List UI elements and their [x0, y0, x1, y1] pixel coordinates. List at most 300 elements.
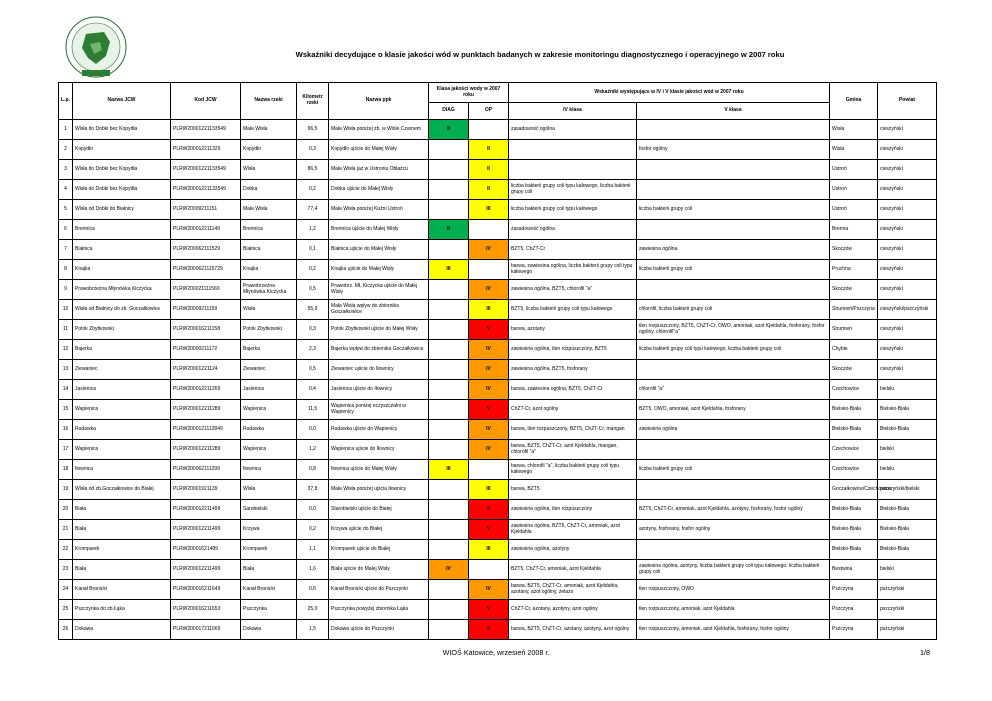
- cell-jcw: Białnica: [73, 240, 171, 260]
- cell-jcw: Wisła do Dobki bez Kopydła: [73, 120, 171, 140]
- cell-lp: 18: [59, 460, 73, 480]
- cell-kod: PLRW2000621115729: [171, 260, 241, 280]
- cell-op: IV: [469, 280, 509, 300]
- col-iv: IV klasa: [509, 103, 637, 120]
- cell-diag: [429, 240, 469, 260]
- cell-iv: barwa, azotany: [509, 320, 637, 340]
- cell-km: 1,2: [297, 440, 329, 460]
- cell-powiat: Bielsko-Biała: [878, 400, 937, 420]
- cell-op: [469, 120, 509, 140]
- cell-km: 0,5: [297, 280, 329, 300]
- cell-kod: PLRW20001921139: [171, 480, 241, 500]
- cell-ppk: Wapienica ujście do Iłownicy: [329, 440, 429, 460]
- table-row: [59, 120, 937, 140]
- cell-iv: barwa, tlen rozpuszczony, BZT5, ChZT-Cr, mangan: [509, 420, 637, 440]
- cell-km: 25,0: [297, 600, 329, 620]
- cell-lp: 17: [59, 440, 73, 460]
- col-wskazniki-group: Wskaźniki występujące w IV i V klasie jakości wód w 2007 roku: [509, 83, 830, 103]
- cell-v: [637, 120, 830, 140]
- cell-v: azotyny, fosforany, fosfor ogólny: [637, 520, 830, 540]
- cell-rzeka: Rudawka: [241, 420, 297, 440]
- cell-v: zawiesina ogólna: [637, 420, 830, 440]
- cell-op: IV: [469, 420, 509, 440]
- cell-powiat: cieszyński: [878, 280, 937, 300]
- cell-lp: 15: [59, 400, 73, 420]
- cell-powiat: cieszyński/pszczyński: [878, 300, 937, 320]
- table-row: [59, 480, 937, 500]
- cell-op: II: [469, 180, 509, 200]
- cell-rzeka: Sarobielski: [241, 500, 297, 520]
- wios-logo: [60, 14, 132, 80]
- cell-v: BZT5, ChZT-Cr, amoniak, azot Kjeldahla, azotyny, fosforany, fosfor ogólny: [637, 500, 830, 520]
- cell-rzeka: Krzywa: [241, 520, 297, 540]
- cell-rzeka: Mała Wisła: [241, 200, 297, 220]
- cell-ppk: Biała ujście do Małej Wisły: [329, 560, 429, 580]
- cell-iv: barwa, zawiesina ogólna, liczba bakterii grupy coli typu kałowego: [509, 260, 637, 280]
- cell-kod: PLRW200062111299: [171, 460, 241, 480]
- cell-jcw: Kromparek: [73, 540, 171, 560]
- cell-op: III: [469, 300, 509, 320]
- cell-ppk: Pszczynka powyżej zbiornika Łąka: [329, 600, 429, 620]
- cell-rzeka: Biała: [241, 560, 297, 580]
- table-row: [59, 340, 937, 360]
- cell-iv: zawiesina ogólna, tlen rozpuszczony, BZT5: [509, 340, 637, 360]
- cell-km: 0,2: [297, 520, 329, 540]
- cell-diag: [429, 340, 469, 360]
- cell-op: V: [469, 500, 509, 520]
- cell-jcw: Pszczynka do zb.Łąka: [73, 600, 171, 620]
- cell-op: IV: [469, 440, 509, 460]
- cell-gmina: Ustroń: [830, 200, 878, 220]
- cell-rzeka: Jasienica: [241, 380, 297, 400]
- cell-iv: zasadowość ogólna: [509, 220, 637, 240]
- cell-km: 0,2: [297, 180, 329, 200]
- cell-powiat: cieszyński: [878, 160, 937, 180]
- cell-rzeka: Białnica: [241, 240, 297, 260]
- cell-rzeka: Pszczynka: [241, 600, 297, 620]
- cell-rzeka: Wapienica: [241, 400, 297, 420]
- cell-kod: PLRW20001221133549: [171, 120, 241, 140]
- cell-km: 0,0: [297, 500, 329, 520]
- cell-ppk: Iłownica ujście do Małej Wisły: [329, 460, 429, 480]
- cell-jcw: Potok Zbytkowski: [73, 320, 171, 340]
- cell-powiat: bielski: [878, 440, 937, 460]
- cell-rzeka: Brennica: [241, 220, 297, 240]
- cell-lp: 20: [59, 500, 73, 520]
- cell-gmina: Ustroń: [830, 180, 878, 200]
- cell-iv: BZT5, liczba bakterii grupy coli typu kałowego: [509, 300, 637, 320]
- table-row: [59, 500, 937, 520]
- table-row: [59, 200, 937, 220]
- cell-lp: 9: [59, 280, 73, 300]
- cell-ppk: Krzywa ujście do Białej: [329, 520, 429, 540]
- col-ppk: Nazwa ppk: [329, 83, 429, 120]
- cell-diag: [429, 600, 469, 620]
- cell-km: 2,3: [297, 340, 329, 360]
- cell-lp: 6: [59, 220, 73, 240]
- table-row: [59, 440, 937, 460]
- cell-diag: [429, 280, 469, 300]
- cell-km: 0,1: [297, 240, 329, 260]
- table-row: [59, 140, 937, 160]
- cell-gmina: Czechowice: [830, 440, 878, 460]
- cell-lp: 22: [59, 540, 73, 560]
- cell-v: liczba bakterii grupy coli: [637, 200, 830, 220]
- cell-diag: [429, 160, 469, 180]
- cell-gmina: Bielsko-Biała: [830, 420, 878, 440]
- cell-powiat: cieszyński: [878, 140, 937, 160]
- cell-lp: 16: [59, 420, 73, 440]
- cell-diag: [429, 520, 469, 540]
- cell-gmina: Strumień: [830, 320, 878, 340]
- cell-jcw: Prawobrzeżna Młynówka Kiczycka: [73, 280, 171, 300]
- cell-jcw: Wisła od Dobki do Białnicy: [73, 200, 171, 220]
- table-row: [59, 220, 937, 240]
- cell-diag: [429, 540, 469, 560]
- cell-v: BZT5, OWO, amoniak, azot Kjeldahla, fosforany: [637, 400, 830, 420]
- cell-ppk: Ziewaniec ujście do Iłownicy: [329, 360, 429, 380]
- cell-iv: barwa, chlorofil "a", liczba bakterii grupy coli typu kałowego: [509, 460, 637, 480]
- cell-kod: PLRW200012211499: [171, 520, 241, 540]
- cell-lp: 19: [59, 480, 73, 500]
- cell-powiat: cieszyński: [878, 240, 937, 260]
- cell-iv: barwa, BZT5: [509, 480, 637, 500]
- cell-powiat: Bielsko-Biała: [878, 540, 937, 560]
- cell-v: tlen rozpuszczony, amoniak, azot Kjeldahla: [637, 600, 830, 620]
- cell-ppk: Mała Wisła poniżej Kuźni Ustroń: [329, 200, 429, 220]
- cell-ppk: Rudawka ujście do Wapienicy: [329, 420, 429, 440]
- cell-ppk: Bajerka wpływ do zbiornika Goczałkowice: [329, 340, 429, 360]
- col-km: Kilometr rzeki: [297, 83, 329, 120]
- cell-rzeka: Potok Zbytkowski: [241, 320, 297, 340]
- cell-lp: 7: [59, 240, 73, 260]
- cell-km: 0,3: [297, 140, 329, 160]
- cell-op: V: [469, 600, 509, 620]
- cell-op: V: [469, 320, 509, 340]
- cell-kod: PLRW200012211149: [171, 220, 241, 240]
- cell-powiat: cieszyński: [878, 360, 937, 380]
- cell-ppk: Mała Wisła wpływ do zbiornika Goczałkowice: [329, 300, 429, 320]
- cell-rzeka: Dobka: [241, 180, 297, 200]
- cell-kod: PLRW20009211159: [171, 300, 241, 320]
- cell-rzeka: Mała Wisła: [241, 120, 297, 140]
- cell-iv: BZT5, ChZT-Cr: [509, 240, 637, 260]
- cell-gmina: Skoczów: [830, 280, 878, 300]
- cell-gmina: Pruchna: [830, 260, 878, 280]
- cell-powiat: Bielsko-Biała: [878, 420, 937, 440]
- cell-rzeka: Bajerka: [241, 340, 297, 360]
- cell-iv: [509, 160, 637, 180]
- cell-op: [469, 260, 509, 280]
- cell-powiat: bielski: [878, 380, 937, 400]
- cell-gmina: Strumień/Pszczyna: [830, 300, 878, 320]
- cell-jcw: Jasienica: [73, 380, 171, 400]
- cell-gmina: Pszczyna: [830, 600, 878, 620]
- cell-iv: ChZT-Cr, azot ogólny: [509, 400, 637, 420]
- cell-op: V: [469, 400, 509, 420]
- cell-op: III: [469, 480, 509, 500]
- table-row: [59, 240, 937, 260]
- cell-gmina: Wisła: [830, 120, 878, 140]
- table-row: [59, 300, 937, 320]
- cell-diag: [429, 620, 469, 640]
- cell-diag: III: [429, 460, 469, 480]
- cell-kod: PLRW20000211172: [171, 340, 241, 360]
- cell-v: [637, 440, 830, 460]
- col-lp: L.p.: [59, 83, 73, 120]
- cell-diag: [429, 140, 469, 160]
- cell-gmina: Pszczyna: [830, 580, 878, 600]
- cell-iv: zawiesina ogólna, tlen rozpuszczony: [509, 500, 637, 520]
- cell-powiat: cieszyński: [878, 260, 937, 280]
- footer-text: WIOŚ Katowice, wrzesień 2008 r.: [442, 648, 550, 657]
- cell-lp: 4: [59, 180, 73, 200]
- cell-diag: [429, 320, 469, 340]
- table-row: [59, 380, 937, 400]
- cell-op: II: [469, 140, 509, 160]
- col-op: OP: [469, 103, 509, 120]
- cell-km: 55,9: [297, 300, 329, 320]
- cell-jcw: Biała: [73, 560, 171, 580]
- cell-gmina: Skoczów: [830, 240, 878, 260]
- cell-lp: 5: [59, 200, 73, 220]
- cell-kod: PLRW20001221133549: [171, 180, 241, 200]
- table-row: [59, 400, 937, 420]
- cell-gmina: Chybie: [830, 340, 878, 360]
- cell-powiat: pszczyński: [878, 600, 937, 620]
- cell-op: IV: [469, 360, 509, 380]
- cell-powiat: cieszyński: [878, 320, 937, 340]
- cell-powiat: bielski: [878, 460, 937, 480]
- cell-rzeka: Ziewaniec: [241, 360, 297, 380]
- col-diag: DIAG: [429, 103, 469, 120]
- cell-jcw: Biała: [73, 520, 171, 540]
- col-gmina: Gmina: [830, 83, 878, 120]
- cell-lp: 26: [59, 620, 73, 640]
- cell-v: [637, 540, 830, 560]
- cell-ppk: Wapienica poniżej oczyszczalni w Wapienicy: [329, 400, 429, 420]
- cell-lp: 24: [59, 580, 73, 600]
- cell-lp: 14: [59, 380, 73, 400]
- cell-km: 86,5: [297, 160, 329, 180]
- page-number: 1/8: [920, 648, 930, 657]
- cell-op: III: [469, 540, 509, 560]
- cell-kod: PLRW200012211499: [171, 500, 241, 520]
- cell-km: 11,5: [297, 400, 329, 420]
- col-klasa-group: Klasa jakości wody w 2007 roku: [429, 83, 509, 103]
- water-quality-table: [58, 82, 937, 640]
- cell-ppk: Kanał Branicki ujście do Pszczynki: [329, 580, 429, 600]
- cell-iv: barwa, BZT5, ChZT-Cr, amoniak, azot Kjeldahla, azotany, azot ogólny, żelazo: [509, 580, 637, 600]
- cell-gmina: Ustroń: [830, 160, 878, 180]
- cell-kod: PLRW20001221133549: [171, 160, 241, 180]
- cell-rzeka: Kromparek: [241, 540, 297, 560]
- cell-ppk: Mała Wisła poniżej ujścia Iłownicy: [329, 480, 429, 500]
- table-row: [59, 180, 937, 200]
- cell-jcw: Wapienica: [73, 400, 171, 420]
- cell-rzeka: Knajka: [241, 260, 297, 280]
- cell-v: chlorofil, liczba bakterii grupy coli: [637, 300, 830, 320]
- cell-km: 1,5: [297, 620, 329, 640]
- cell-op: [469, 560, 509, 580]
- cell-jcw: Wisła do Dobki bez Kopydła: [73, 160, 171, 180]
- cell-iv: zawiesina ogólna, BZT5, fosforany: [509, 360, 637, 380]
- cell-lp: 10: [59, 300, 73, 320]
- cell-kod: PLRW20001221124: [171, 360, 241, 380]
- table-row: [59, 260, 937, 280]
- cell-ppk: Dokawa ujście do Pszczynki: [329, 620, 429, 640]
- cell-lp: 3: [59, 160, 73, 180]
- cell-iv: zawiesina ogólna, BZT5, ChZT-Cr, amoniak, azot Kjeldahla: [509, 520, 637, 540]
- cell-kod: PLRW200012211499: [171, 560, 241, 580]
- cell-jcw: Knajka: [73, 260, 171, 280]
- cell-powiat: Bielsko-Biała: [878, 520, 937, 540]
- cell-iv: barwa, BZT5, ChZT-Cr, azot Kjeldahla, mangan, chlorofil "a": [509, 440, 637, 460]
- cell-ppk: Prawobrz. Mł. Kiczycka ujście do Małej Wisły: [329, 280, 429, 300]
- cell-gmina: Skoczów: [830, 360, 878, 380]
- cell-lp: 13: [59, 360, 73, 380]
- cell-v: liczba bakterii grupy coli: [637, 460, 830, 480]
- cell-diag: II: [429, 120, 469, 140]
- cell-km: 1,6: [297, 560, 329, 580]
- cell-gmina: Bielsko-Biała: [830, 400, 878, 420]
- cell-km: 0,4: [297, 380, 329, 400]
- table-row: [59, 560, 937, 580]
- cell-gmina: Bielsko-Biała: [830, 500, 878, 520]
- cell-rzeka: Wisła: [241, 480, 297, 500]
- cell-iv: barwa, zawiesina ogólna, BZT5, ChZT-Cr: [509, 380, 637, 400]
- cell-jcw: Biała: [73, 500, 171, 520]
- cell-v: tlen rozpuszczony, BZT5, ChZT-Cr, OWO, amoniak, azot Kjeldahla, fosforany, fosfor ogólny, chlorofil"a": [637, 320, 830, 340]
- cell-powiat: cieszyński: [878, 200, 937, 220]
- cell-op: IV: [469, 580, 509, 600]
- cell-diag: [429, 180, 469, 200]
- col-rzeka: Nazwa rzeki: [241, 83, 297, 120]
- cell-jcw: Rudawka: [73, 420, 171, 440]
- cell-ppk: Potok Zbytkowski ujście do Małej Wisły: [329, 320, 429, 340]
- cell-kod: PLRW200012211289: [171, 440, 241, 460]
- cell-lp: 1: [59, 120, 73, 140]
- cell-ppk: Dobka ujście do Małej Wisły: [329, 180, 429, 200]
- cell-iv: zasadowość ogólna: [509, 120, 637, 140]
- cell-jcw: Ziewaniec: [73, 360, 171, 380]
- cell-diag: [429, 360, 469, 380]
- cell-ppk: Knajka ujście do Małej Wisły: [329, 260, 429, 280]
- cell-jcw: Dokawa: [73, 620, 171, 640]
- cell-op: IV: [469, 240, 509, 260]
- cell-kod: PLRW200016211653: [171, 600, 241, 620]
- table-row: [59, 280, 937, 300]
- cell-powiat: cieszyński: [878, 180, 937, 200]
- table-row: [59, 580, 937, 600]
- cell-diag: [429, 500, 469, 520]
- cell-diag: IV: [429, 560, 469, 580]
- cell-jcw: Wapienica: [73, 440, 171, 460]
- cell-gmina: Goczałkowice/Czechowice: [830, 480, 878, 500]
- cell-km: 0,6: [297, 580, 329, 600]
- cell-ppk: Białnica ujście do Małej Wisły: [329, 240, 429, 260]
- table-row: [59, 320, 937, 340]
- cell-op: [469, 460, 509, 480]
- cell-op: III: [469, 200, 509, 220]
- cell-rzeka: Wisła: [241, 300, 297, 320]
- table-row: [59, 520, 937, 540]
- cell-jcw: Wisła od Białnicy do zb. Goczałkowice: [73, 300, 171, 320]
- col-kod: Kod JCW: [171, 83, 241, 120]
- cell-op: V: [469, 520, 509, 540]
- cell-gmina: Bestwina: [830, 560, 878, 580]
- cell-iv: zawiesina ogólna, azotyny: [509, 540, 637, 560]
- cell-gmina: Wisła: [830, 140, 878, 160]
- col-v: V klasa: [637, 103, 830, 120]
- cell-v: [637, 280, 830, 300]
- table-row: [59, 460, 937, 480]
- cell-lp: 23: [59, 560, 73, 580]
- cell-gmina: Bielsko-Biała: [830, 540, 878, 560]
- cell-ppk: Kopydło ujście do Małej Wisły: [329, 140, 429, 160]
- cell-rzeka: Dokawa: [241, 620, 297, 640]
- table-row: [59, 540, 937, 560]
- cell-diag: [429, 400, 469, 420]
- cell-iv: liczba bakterii grupy coli typu kałowego, liczba bakterii grupy coli: [509, 180, 637, 200]
- cell-v: zawiesina ogólna, azotyny, liczba bakterii grupy coli typu kałowego, liczba bakterii grupy coli: [637, 560, 830, 580]
- cell-km: 0,3: [297, 320, 329, 340]
- cell-jcw: Wisła do Dobki bez Kopydła: [73, 180, 171, 200]
- col-jcw: Nazwa JCW: [73, 83, 171, 120]
- cell-kod: PLRW200016211158: [171, 320, 241, 340]
- cell-diag: [429, 440, 469, 460]
- table-row: [59, 600, 937, 620]
- cell-rzeka: Prawobrzeżna Młynówka Kiczycka: [241, 280, 297, 300]
- cell-rzeka: Wisła: [241, 160, 297, 180]
- cell-kod: PLRW20009211151: [171, 200, 241, 220]
- cell-diag: [429, 200, 469, 220]
- cell-diag: [429, 300, 469, 320]
- cell-lp: 21: [59, 520, 73, 540]
- cell-op: II: [469, 160, 509, 180]
- cell-km: 1,2: [297, 220, 329, 240]
- cell-iv: BZT5, ChZT-Cr, amoniak, azot Kjeldahla: [509, 560, 637, 580]
- cell-gmina: Brenna: [830, 220, 878, 240]
- cell-jcw: Kanał Branicki: [73, 580, 171, 600]
- cell-rzeka: Iłownica: [241, 460, 297, 480]
- cell-lp: 11: [59, 320, 73, 340]
- cell-gmina: Pszczyna: [830, 620, 878, 640]
- cell-jcw: Iłownica: [73, 460, 171, 480]
- cell-rzeka: Kopydło: [241, 140, 297, 160]
- cell-rzeka: Kanał Branicki: [241, 580, 297, 600]
- cell-v: liczba bakterii grupy coli: [637, 260, 830, 280]
- cell-ppk: Jasienica ujście do Iłownicy: [329, 380, 429, 400]
- cell-diag: [429, 480, 469, 500]
- cell-km: 0,0: [297, 420, 329, 440]
- cell-diag: [429, 420, 469, 440]
- cell-kod: PLRW200062111529: [171, 240, 241, 260]
- cell-ppk: Mała Wisła jaz w Ustroniu Obłaźcu: [329, 160, 429, 180]
- cell-powiat: cieszyński: [878, 120, 937, 140]
- cell-op: IV: [469, 380, 509, 400]
- cell-op: IV: [469, 340, 509, 360]
- cell-iv: barwa, BZT5, ChZT-Cr, azotany, azotyny, azot ogólny: [509, 620, 637, 640]
- cell-v: tlen rozpuszczony, amoniak, azot Kjeldahla, fosforany, fosfor ogólny: [637, 620, 830, 640]
- cell-powiat: Bielsko-Biała: [878, 500, 937, 520]
- cell-jcw: Brennica: [73, 220, 171, 240]
- table-row: [59, 160, 937, 180]
- table-body: [59, 120, 937, 640]
- cell-powiat: pszczyński/bielski: [878, 480, 937, 500]
- cell-diag: II: [429, 220, 469, 240]
- cell-v: [637, 360, 830, 380]
